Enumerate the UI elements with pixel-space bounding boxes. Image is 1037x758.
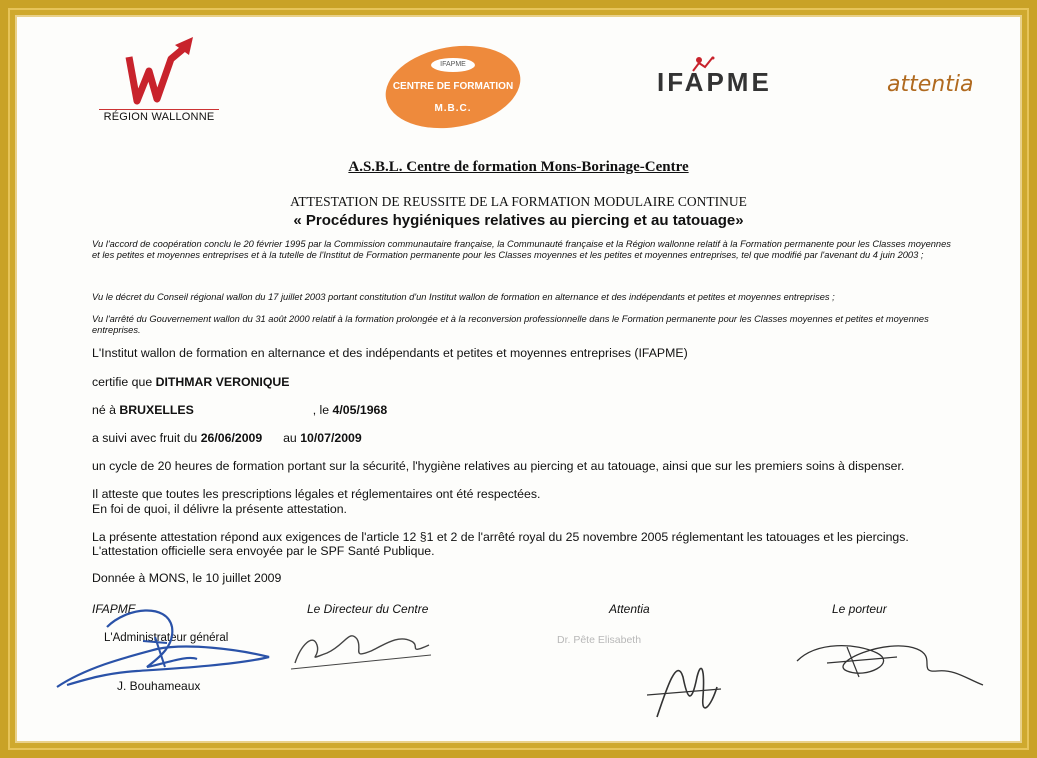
sig-label-ifapme: IFAPME xyxy=(92,602,136,616)
birth-sep: , le xyxy=(312,403,330,417)
ifapme-signature xyxy=(47,597,277,697)
cf-ifapme-small: IFAPME xyxy=(440,61,466,68)
period-line xyxy=(92,431,972,446)
cycle-line: un cycle de 20 heures de formation portant sur la sécurité, l'hygiène relatives au piercing et au tatouage, ainsi que sur les premiers soins à dispenser. xyxy=(92,459,905,473)
stamp-name: Dr. Pête Elisabeth xyxy=(557,634,642,646)
asbl-title: A.S.B.L. Centre de formation Mons-Borinage-Centre xyxy=(348,159,689,175)
admin-title: L'Administrateur général xyxy=(104,632,229,644)
atteste-line-2: En foi de quoi, il délivre la présente attestation. xyxy=(92,502,347,516)
birth-date: 4/05/1968 xyxy=(332,403,388,417)
cf-line1: CENTRE DE FORMATION xyxy=(392,81,514,92)
sig-label-directeur: Le Directeur du Centre xyxy=(307,602,429,616)
birth-place: BRUXELLES xyxy=(119,403,194,417)
preamble-2: Vu le décret du Conseil régional wallon du 17 juillet 2003 portant constitution d'un Institut wallon de formation en alternance et des indépendants et petites et moyennes entreprises ; xyxy=(92,292,835,302)
ifapme-logo xyxy=(657,67,772,98)
ifapme-logo-text: IFAPME xyxy=(657,67,772,97)
cf-line2: M.B.C. xyxy=(434,103,472,114)
certifie-line xyxy=(92,375,972,390)
region-wallonne-label: RÉGION WALLONNE xyxy=(99,109,219,123)
date-to: 10/07/2009 xyxy=(300,431,362,445)
preamble-1: Vu l'accord de coopération conclu le 20 février 1995 par la Commission communautaire française, la Communauté française et la Région wallonne relatif à la Formation permanente pour les Classes moyennes et les petites et moyennes entreprises et à la tutelle de l'Institut de Formation permanente pour les Classes moyennes et les petites et moyennes entreprises, tel que modifié par l'avenant du 4 juin 2003 ; xyxy=(92,239,951,260)
course-title: « Procédures hygiéniques relatives au piercing et au tatouage» xyxy=(293,212,744,229)
attentia-stamp xyxy=(557,635,697,646)
ne-prefix: né à xyxy=(92,403,116,417)
institute-line: L'Institut wallon de formation en alternance et des indépendants et petites et moyennes entreprises (IFAPME) xyxy=(92,346,688,360)
atteste-line-1: Il atteste que toutes les prescriptions légales et réglementaires ont été respectées. xyxy=(92,487,541,501)
attentia-signature xyxy=(647,647,727,727)
preamble-3: Vu l'arrêté du Gouvernement wallon du 31 août 2000 relatif à la formation prolongée et à la reconversion professionnelle dans le Formation permanente pour les Classes moyennes et petites et moyennes entreprises. xyxy=(92,314,929,335)
region-wallonne-emblem xyxy=(99,35,219,109)
certifie-prefix: certifie que xyxy=(92,375,153,389)
porteur-signature xyxy=(787,627,987,687)
suivi-prefix: a suivi avec fruit du xyxy=(92,431,198,445)
exigences-line-1: La présente attestation répond aux exigences de l'article 12 §1 et 2 de l'arrêté royal du 25 novembre 2005 réglementant les tatouages et les piercings. xyxy=(92,530,909,544)
donnee-line: Donnée à MONS, le 10 juillet 2009 xyxy=(92,571,282,585)
admin-name: J. Bouhameaux xyxy=(117,679,201,693)
attentia-logo: attentia xyxy=(887,72,974,97)
centre-formation-logo xyxy=(380,39,526,129)
birth-line xyxy=(92,403,972,418)
ifapme-figure-icon xyxy=(691,55,717,73)
director-signature xyxy=(287,615,437,675)
au-word: au xyxy=(283,431,297,445)
certificate-paper xyxy=(17,17,1020,741)
sig-label-porteur: Le porteur xyxy=(832,602,887,616)
holder-name: DITHMAR VERONIQUE xyxy=(155,375,290,389)
region-wallonne-logo xyxy=(99,35,219,127)
attestation-title: ATTESTATION DE REUSSITE DE LA FORMATION MODULAIRE CONTINUE xyxy=(290,194,747,209)
sig-label-attentia: Attentia xyxy=(609,602,650,616)
exigences-line-2: L'attestation officielle sera envoyée par le SPF Santé Publique. xyxy=(92,544,435,558)
date-from: 26/06/2009 xyxy=(200,431,263,445)
